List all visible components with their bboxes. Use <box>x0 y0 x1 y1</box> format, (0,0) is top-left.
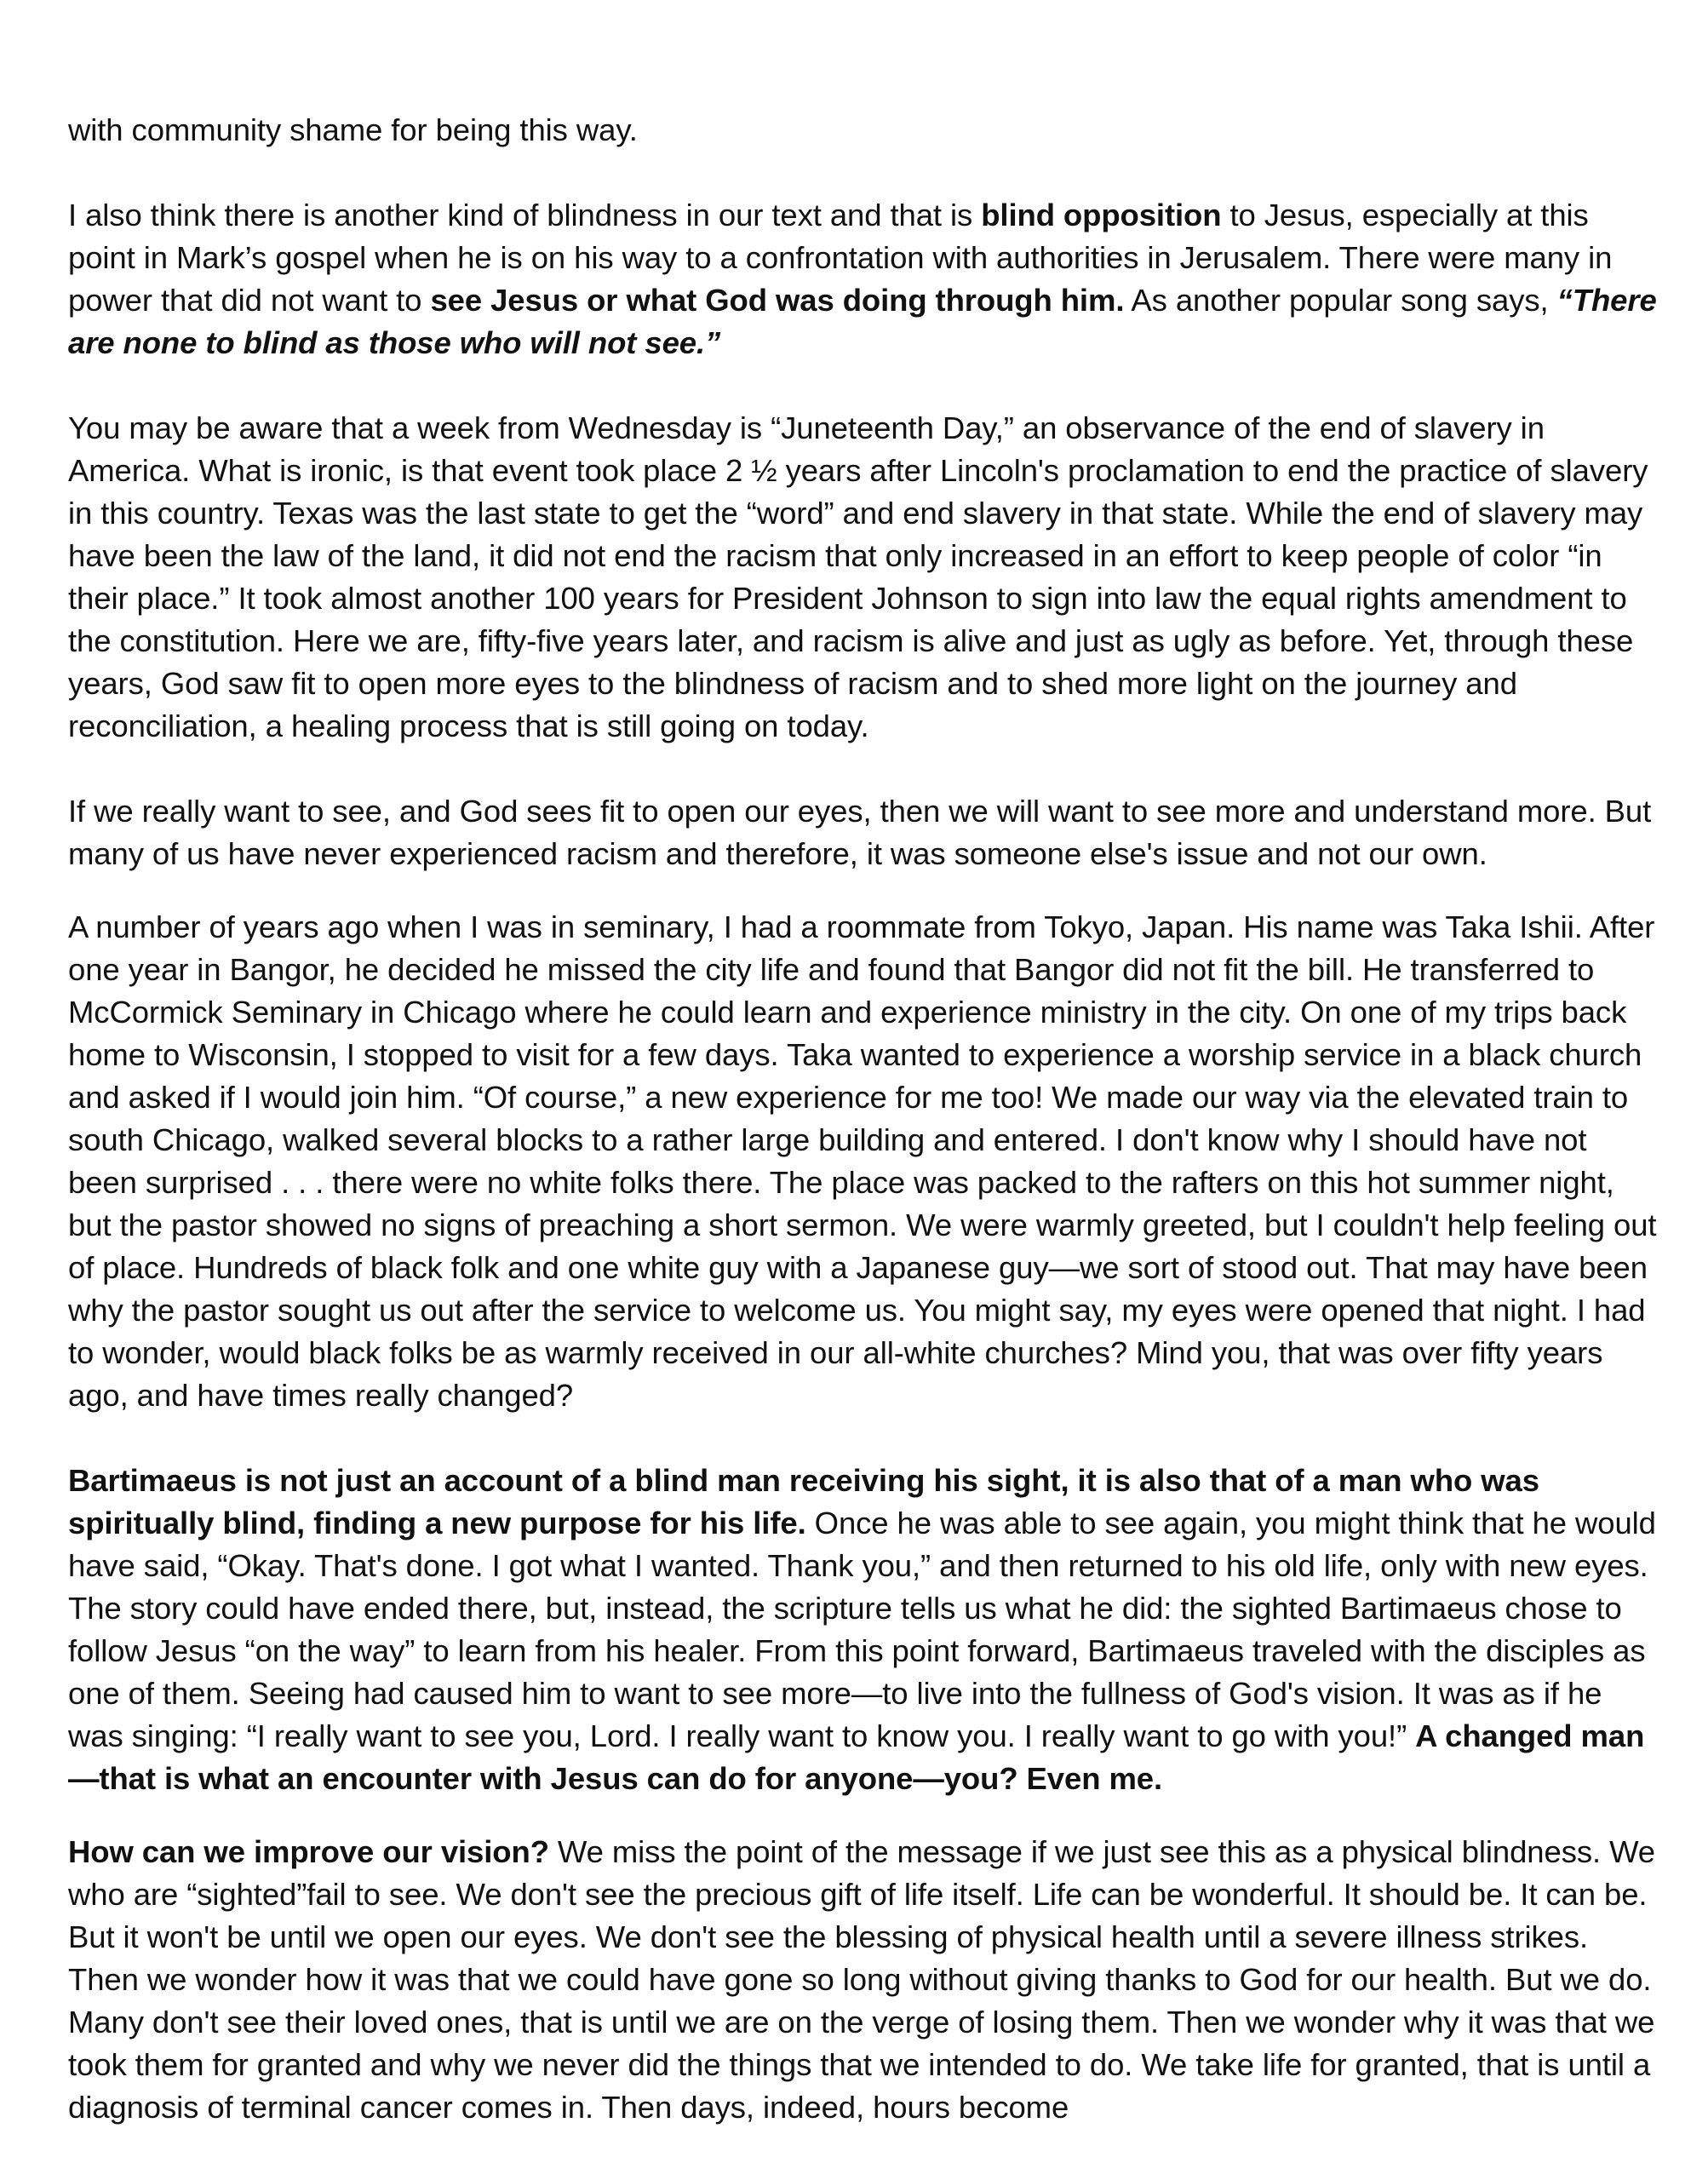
bold-phrase: blind opposition <box>981 198 1222 232</box>
bold-phrase: A changed man—that is what an encounter with Jesus can do for anyone—you? Even me. <box>68 1718 1645 1796</box>
paragraph <box>68 407 1657 748</box>
paragraph <box>68 1460 1657 1800</box>
paragraph-text: As another popular song says, <box>1124 283 1557 318</box>
paragraph-text: Once he was able to see again, you might think that he would have said, “Okay. That's done. I got what I wanted. Thank you,” and then returned to his old life, only with new eyes. The story could have ended there, but, instead, the scripture tells us what he did: the sighted Bartimaeus chose to follow Jesus “on the way” to learn from his healer. From this point forward, Bartimaeus traveled with the disciples as one of them. Seeing had caused him to want to see more—to live into the fullness of God's vision. It was as if he was singing: “I really want to see you, Lord. I really want to know you. I really want to go with you!” <box>68 1506 1656 1753</box>
paragraph <box>68 1831 1657 2129</box>
bold-phrase: Bartimaeus is not just an account of a blind man receiving his sight, it is also that of a man who was spiritually blind, finding a new purpose for his life. <box>68 1463 1539 1540</box>
paragraph <box>68 66 1657 152</box>
paragraph-text: I also think there is another kind of blindness in our text and that is <box>68 198 982 232</box>
paragraph-text: If we really want to see, and God sees fit to open our eyes, then we will want to see more and understand more. But many of us have never experienced racism and therefore, it was someone else's issue and not our own. <box>68 794 1652 871</box>
paragraph-text: We miss the point of the message if we just see this as a physical blindness. We who are “sighted”fail to see. We don't see the precious gift of life itself. Life can be wonderful. It should be. It can be. But it won't be until we open our eyes. We don't see the blessing of physical health until a severe illness strikes. Then we wonder how it was that we could have gone so long without giving thanks to God for our health. But we do. Many don't see their loved ones, that is until we are on the verge of losing them. Then we wonder why it was that we took them for granted and why we never did the things that we intended to do. We take life for granted, that is until a diagnosis of terminal cancer comes in. Then days, indeed, hours become <box>68 1834 1655 2125</box>
paragraph <box>68 906 1657 1417</box>
bold-phrase: see Jesus or what God was doing through him. <box>430 283 1125 318</box>
paragraph <box>68 790 1657 875</box>
quote-text: “There are none to blind as those who will not see.” <box>68 283 1657 360</box>
paragraph-text: to Jesus, especially at this point in Mark’s gospel when he is on his way to a confrontation with authorities in Jerusalem. There were many in power that did not want to <box>68 198 1613 318</box>
paragraph-text: You may be aware that a week from Wednesday is “Juneteenth Day,” an observance of the end of slavery in America. What is ironic, is that event took place 2 ½ years after Lincoln's proclamation to end the practice of slavery in this country. Texas was the last state to get the “word” and end slavery in that state. While the end of slavery may have been the law of the land, it did not end the racism that only increased in an effort to keep people of color “in their place.” It took almost another 100 years for President Johnson to sign into law the equal rights amendment to the constitution. Here we are, fifty-five years later, and racism is alive and just as ugly as before. Yet, through these years, God saw fit to open more eyes to the blindness of racism and to shed more light on the journey and reconciliation, a healing process that is still going on today. <box>68 410 1648 743</box>
paragraph-text: A number of years ago when I was in seminary, I had a roommate from Tokyo, Japan. His name was Taka Ishii. After one year in Bangor, he decided he missed the city life and found that Bangor did not fit the bill. He transferred to McCormick Seminary in Chicago where he could learn and experience ministry in the city. On one of my trips back home to Wisconsin, I stopped to visit for a few days. Taka wanted to experience a worship service in a black church and asked if I would join him. “Of course,” a new experience for me too! We made our way via the elevated train to south Chicago, walked several blocks to a rather large building and entered. I don't know why I should have not been surprised . . . there were no white folks there. The place was packed to the rafters on this hot summer night, but the pastor showed no signs of preaching a short sermon. We were warmly greeted, but I couldn't help feeling out of place. Hundreds of black folk and one white guy with a Japanese guy—we sort of stood out. That may have been why the pastor sought us out after the service to welcome us. You might say, my eyes were opened that night. I had to wonder, would black folks be as warmly received in our all-white churches? Mind you, that was over fifty years ago, and have times really changed? <box>68 909 1657 1413</box>
paragraph-text: with community shame for being this way. <box>68 112 638 147</box>
bold-phrase: How can we improve our vision? <box>68 1834 549 1869</box>
paragraph <box>68 194 1657 364</box>
